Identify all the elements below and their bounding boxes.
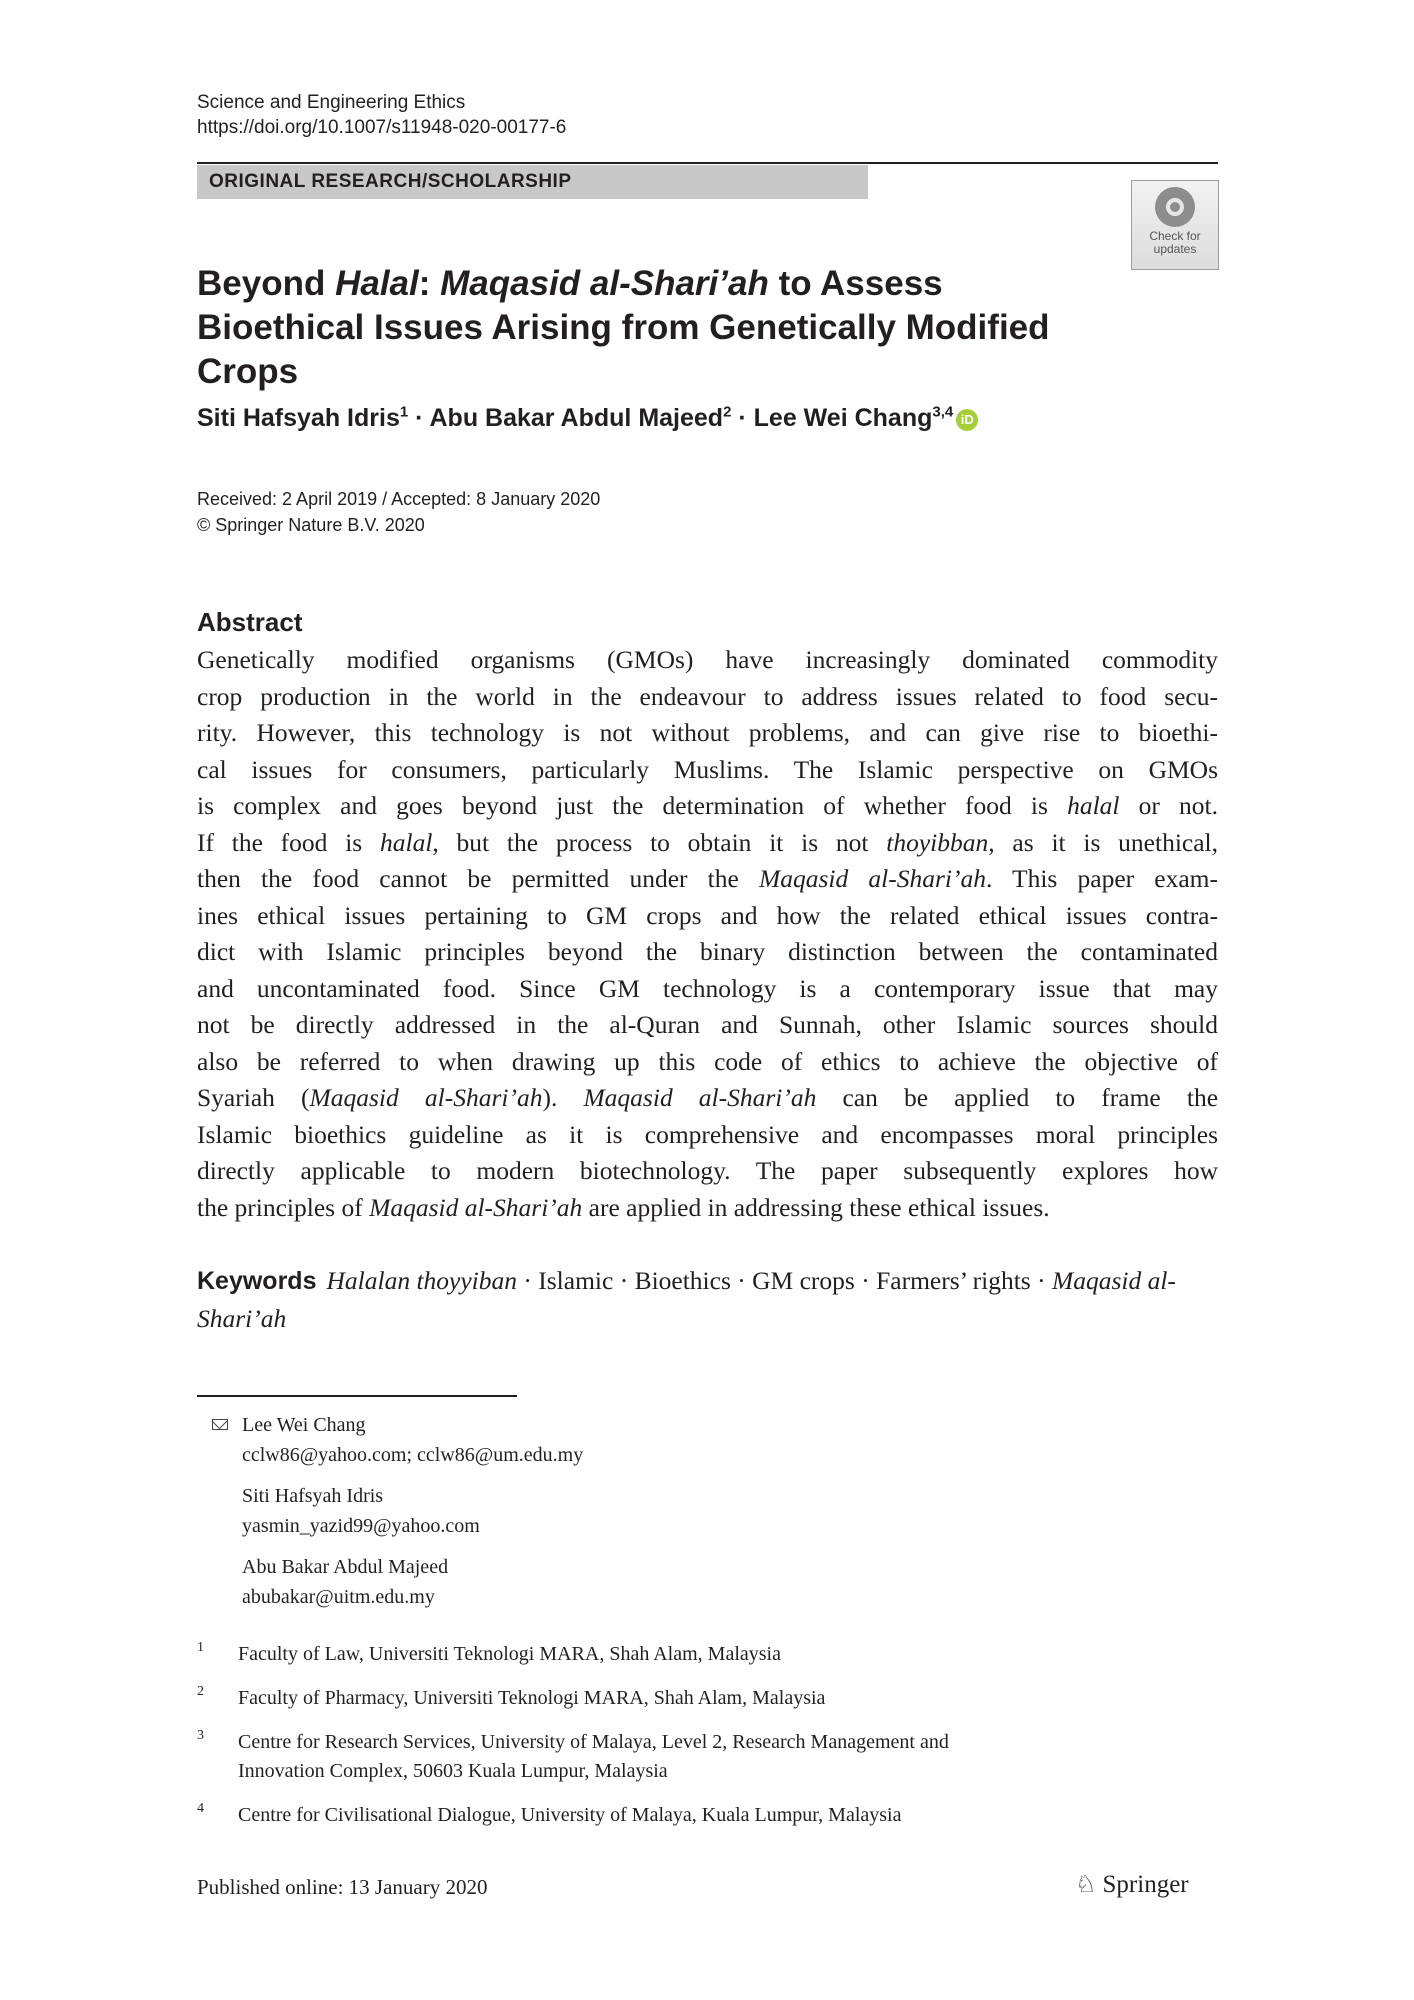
affiliation-number: 2 [197, 1684, 204, 1699]
abstract-line: is complex and goes beyond just the determination of whether food is halal or not. [197, 791, 1218, 820]
keywords-label: Keywords [197, 1267, 317, 1295]
contact-entry [197, 1410, 583, 1470]
abstract-line: the principles of Maqasid al-Shari’ah are applied in addressing these ethical issues. [197, 1192, 1050, 1222]
copyright: © Springer Nature B.V. 2020 [197, 515, 425, 535]
journal-name: Science and Engineering Ethics [197, 92, 466, 113]
orcid-icon[interactable]: iD [956, 409, 978, 431]
journal-header [197, 90, 566, 140]
contact-entry [197, 1552, 583, 1612]
published-online: Published online: 13 January 2020 [197, 1875, 488, 1899]
author-name: Abu Bakar Abdul Majeed [429, 404, 724, 432]
abstract-line: crop production in the world in the endeavour to address issues related to food secu- [197, 681, 1218, 711]
article-category: ORIGINAL RESEARCH/SCHOLARSHIP [197, 165, 868, 199]
keyword-separator: · [854, 1266, 877, 1295]
affiliation-number: 3 [197, 1728, 204, 1743]
doi-link[interactable]: https://doi.org/10.1007/s11948-020-00177-6 [197, 117, 567, 138]
keyword-separator: · [1030, 1266, 1052, 1295]
abstract-body [197, 642, 1218, 1226]
author-name: Lee Wei Chang [753, 404, 933, 432]
abstract-line: Syariah (Maqasid al-Shari’ah). Maqasid al-Shari’ah can be applied to frame the [197, 1083, 1219, 1112]
abstract-line: If the food is halal, but the process to obtain it is not thoyibban, as it is unethical, [197, 827, 1218, 857]
affiliation: 1 Faculty of Law, Universiti Teknologi MARA, Shah Alam, Malaysia [197, 1640, 949, 1669]
affiliation-number: 4 [197, 1801, 204, 1816]
keyword-separator: · [613, 1266, 635, 1295]
contact-email[interactable]: abubakar@uitm.edu.my [242, 1586, 435, 1608]
abstract-line: rity. However, this technology is not without problems, and can give rise to bioethi- [197, 718, 1218, 747]
author-list: Siti Hafsyah Idris$^1$ · Abu Bakar Abdul Majeed$^2$ · Lee Wei Chang$^{3,4}$ iD [197, 400, 978, 436]
affiliation: 2 Faculty of Pharmacy, Universiti Teknologi MARA, Shah Alam, Malaysia [197, 1684, 949, 1713]
affiliation: 3 Centre for Research Services, University of Malaya, Level 2, Research Management and Innovation Complex, 50603 Kuala Lumpur, Malaysia [197, 1728, 949, 1786]
keyword: Farmers’ rights [876, 1266, 1031, 1295]
abstract-line: dict with Islamic principles beyond the binary distinction between the contaminated [197, 937, 1218, 966]
article-dates [197, 486, 600, 538]
affiliation-marker: 2 [723, 403, 732, 421]
contact-entry [197, 1481, 583, 1541]
publisher-name: Springer [1102, 1871, 1189, 1898]
contact-name: Lee Wei Chang [242, 1414, 366, 1436]
keyword: Maqasid al-Shari’ah [197, 1266, 1176, 1333]
article-title: Beyond Halal: Maqasid al-Shari’ah to Assess Bioethical Issues Arising from Genetically Modified Crops [197, 264, 1050, 391]
abstract-line: cal issues for consumers, particularly Muslims. The Islamic perspective on GMOs [197, 754, 1218, 784]
keyword: Bioethics [634, 1266, 731, 1295]
crossmark-icon [1155, 187, 1195, 227]
author-name: Siti Hafsyah Idris [197, 404, 400, 432]
keyword-list [197, 1266, 1176, 1333]
abstract-line: ines ethical issues pertaining to GM crops and how the related ethical issues contra- [197, 900, 1218, 930]
abstract-line: Islamic bioethics guideline as it is comprehensive and encompasses moral principles [197, 1119, 1218, 1149]
affiliation-number: 1 [197, 1640, 204, 1655]
keyword-separator: · [517, 1266, 539, 1295]
contact-email[interactable]: yasmin_yazid99@yahoo.com [242, 1515, 480, 1537]
contact-name: Abu Bakar Abdul Majeed [242, 1556, 449, 1578]
affiliations [197, 1640, 949, 1845]
keyword-separator: · [730, 1266, 753, 1295]
received-accepted: Received: 2 April 2019 / Accepted: 8 January 2020 [197, 489, 601, 509]
contact-email[interactable]: cclw86@yahoo.com; cclw86@um.edu.my [242, 1444, 584, 1466]
affiliation: 4 Centre for Civilisational Dialogue, University of Malaya, Kuala Lumpur, Malaysia [197, 1801, 949, 1830]
abstract-line: directly applicable to modern biotechnology. The paper subsequently explores how [197, 1156, 1218, 1185]
check-for-updates-badge[interactable] [1131, 180, 1219, 270]
affiliation-marker: 1 [399, 403, 409, 421]
affiliation-marker: 3,4 [932, 403, 954, 421]
keyword: Halalan thoyyiban [326, 1266, 517, 1295]
keywords [197, 1262, 1218, 1337]
header-rule [197, 162, 1218, 164]
crossmark-label: Check for updates [1149, 229, 1201, 256]
corresponding-contacts [197, 1410, 583, 1623]
keyword: GM crops [752, 1266, 855, 1295]
abstract-heading: Abstract [197, 607, 303, 637]
springer-horse-icon: ♘ [1075, 1872, 1097, 1898]
footnote-rule [197, 1395, 517, 1397]
publisher-logo [1075, 1868, 1189, 1902]
abstract-line: not be directly addressed in the al-Quran and Sunnah, other Islamic sources should [197, 1010, 1218, 1039]
keyword: Islamic [538, 1266, 614, 1295]
abstract-line: then the food cannot be permitted under the Maqasid al-Shari’ah. This paper exam- [197, 864, 1218, 893]
envelope-icon [212, 1419, 228, 1430]
contact-name: Siti Hafsyah Idris [242, 1485, 384, 1507]
abstract-line: also be referred to when drawing up this code of ethics to achieve the objective of [197, 1046, 1218, 1076]
abstract-line: Genetically modified organisms (GMOs) have increasingly dominated commodity [197, 645, 1218, 674]
abstract-line: and uncontaminated food. Since GM technology is a contemporary issue that may [197, 973, 1218, 1003]
